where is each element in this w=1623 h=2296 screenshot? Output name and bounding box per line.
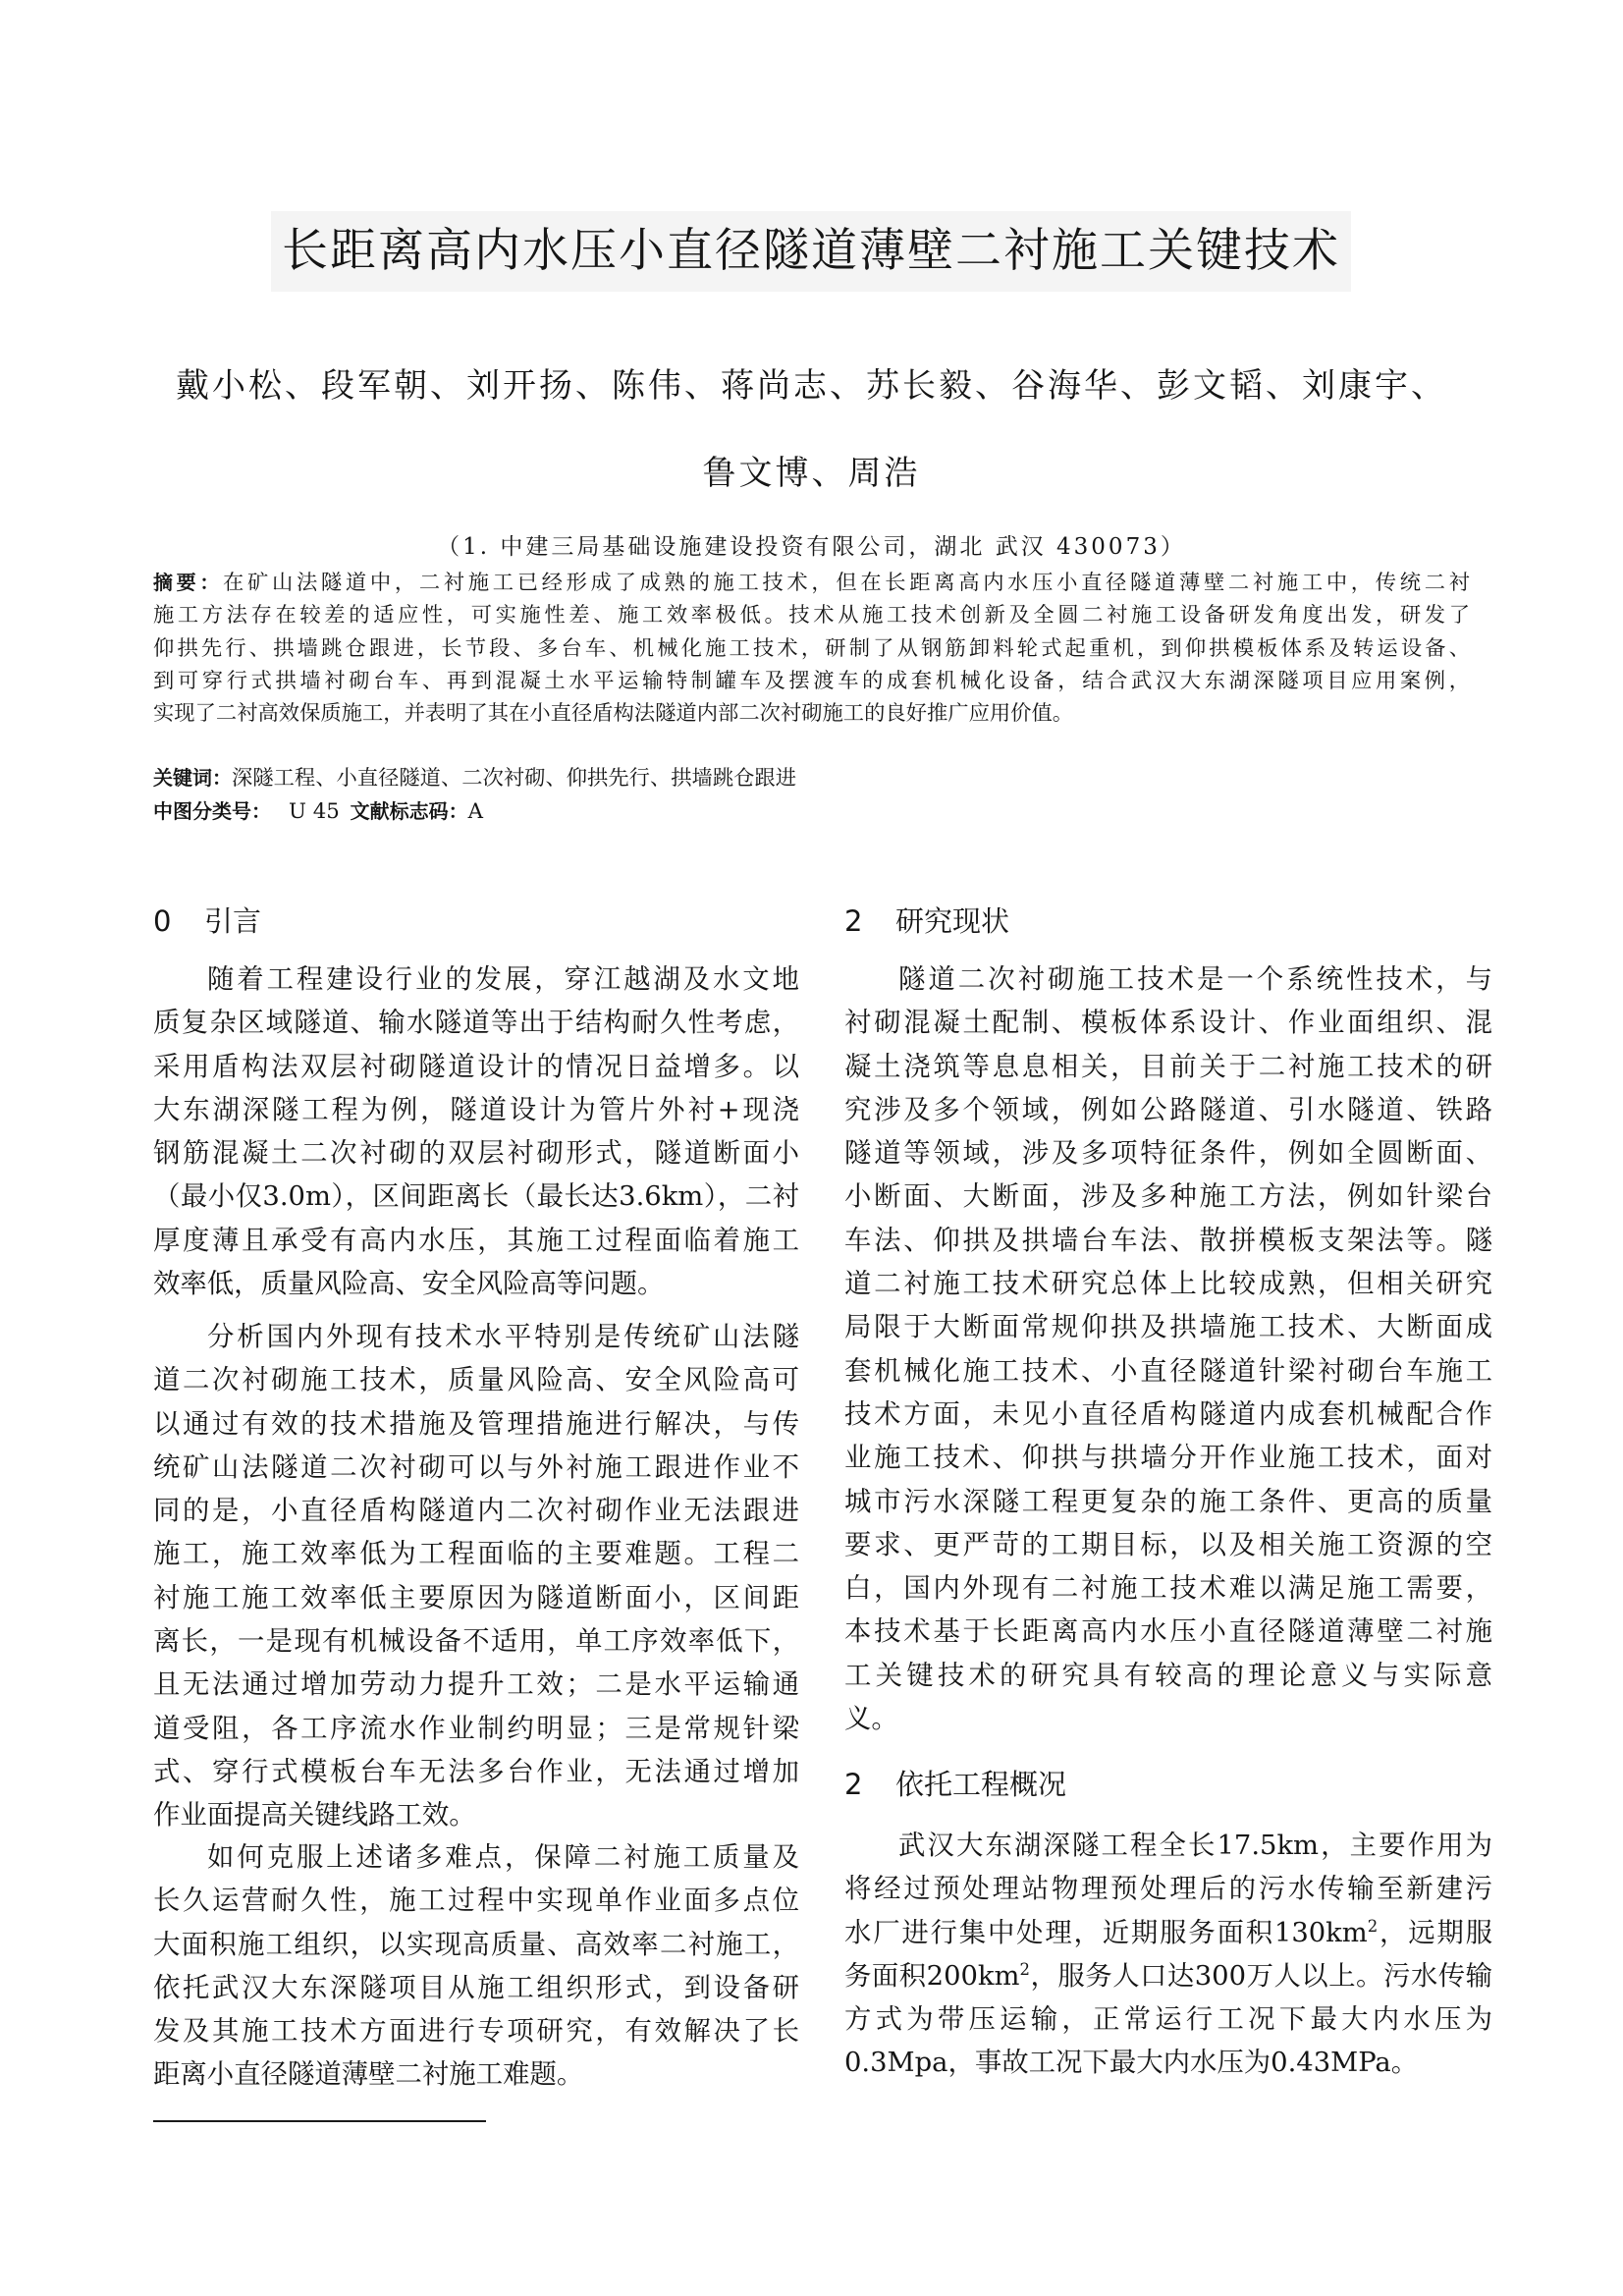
text-line: 务面积$200km^2$，服务人口达300万人以上。污水传输 xyxy=(844,1959,1492,1992)
text-line: 大面积施工组织，以实现高质量、高效率二衬施工， xyxy=(153,1929,799,1960)
text-line: 离长，一是现有机械设备不适用，单工序效率低下， xyxy=(153,1626,799,1658)
text-line: 采用盾构法双层衬砌隧道设计的情况日益增多。以 xyxy=(153,1051,799,1082)
text-line: 武汉大东湖深隧工程全长17.5km，主要作用为 xyxy=(898,1831,1492,1861)
footnote-rule xyxy=(153,2120,486,2122)
text-line: 如何克服上述诸多难点，保障二衬施工质量及 xyxy=(207,1842,799,1873)
text-line: 套机械化施工技术、小直径隧道针梁衬砌台车施工 xyxy=(844,1355,1492,1387)
section-title: 研究现状 xyxy=(895,904,1010,938)
text-line: 依托武汉大东深隧项目从施工组织形式，到设备研 xyxy=(153,1972,799,2003)
text-line: 大东湖深隧工程为例，隧道设计为管片外衬+现浇 xyxy=(153,1094,799,1125)
text-line: 施工，施工效率低为工程面临的主要难题。工程二 xyxy=(153,1539,799,1570)
text-line: 道受阻，各工序流水作业制约明显；三是常规针梁 xyxy=(153,1713,799,1744)
intro-paragraph-3 xyxy=(153,1836,799,2098)
text-line: 小断面、大断面，涉及多种施工方法，例如针梁台 xyxy=(844,1181,1492,1213)
abstract-line-4: 到可穿行式拱墙衬砌台车、再到混凝土水平运输特制罐车及摆渡车的成套机械化设备，结合武汉大东湖深隧项目应用案例， xyxy=(153,668,1470,693)
text-line: 白，国内外现有二衬施工技术难以满足施工需要， xyxy=(844,1573,1492,1605)
keywords xyxy=(153,762,1470,794)
classification-code: U 45 xyxy=(289,799,340,824)
text-line: 城市污水深隧工程更复杂的施工条件、更高的质量 xyxy=(844,1486,1492,1517)
text-line: 长久运营耐久性，施工过程中实现单作业面多点位 xyxy=(153,1886,799,1917)
intro-paragraph-1 xyxy=(153,958,799,1306)
text-line: 隧道二次衬砌施工技术是一个系统性技术，与 xyxy=(898,964,1492,995)
doc-code-label: 文献标志码： xyxy=(350,799,468,823)
project-overview-paragraph xyxy=(844,1825,1492,2086)
text-line: 道二次衬砌施工技术，质量风险高、安全风险高可 xyxy=(153,1365,799,1396)
text-line: 且无法通过增加劳动力提升工效；二是水平运输通 xyxy=(153,1669,799,1701)
text-line: 随着工程建设行业的发展，穿江越湖及水文地 xyxy=(207,964,799,995)
authors-line-2: 鲁文博、周浩 xyxy=(702,454,921,493)
doc-code: A xyxy=(467,799,483,824)
text-line: 发及其施工技术方面进行专项研究，有效解决了长 xyxy=(153,2016,799,2048)
text-line: 质复杂区域隧道、输水隧道等出于结构耐久性考虑， xyxy=(153,1008,799,1039)
text-line: 式、穿行式模板台车无法多台作业，无法通过增加 xyxy=(153,1756,799,1787)
section-number: 2 xyxy=(844,1768,863,1801)
abstract xyxy=(153,567,1470,730)
text-line: 0.3Mpa，事故工况下最大内水压为0.43MPa。 xyxy=(844,2048,1419,2079)
text-line: 分析国内外现有技术水平特别是传统矿山法隧 xyxy=(207,1322,799,1352)
classification xyxy=(153,795,1470,828)
text-line: 厚度薄且承受有高内水压，其施工过程面临着施工 xyxy=(153,1225,799,1256)
text-line: 距离小直径隧道薄壁二衬施工难题。 xyxy=(153,2059,584,2091)
text-line: 工关键技术的研究具有较高的理论意义与实际意 xyxy=(844,1660,1492,1691)
intro-paragraph-2 xyxy=(153,1316,799,1838)
classification-label: 中图分类号： xyxy=(153,799,271,823)
keywords-text: 深隧工程、小直径隧道、二次衬砌、仰拱先行、拱墙跳仓跟进 xyxy=(232,766,797,791)
text-line: 究涉及多个领域，例如公路隧道、引水隧道、铁路 xyxy=(844,1094,1492,1125)
text-line: 车法、仰拱及拱墙台车法、散拼模板支架法等。隧 xyxy=(844,1225,1492,1256)
text-line: 凝土浇筑等息息相关，目前关于二衬施工技术的研 xyxy=(844,1051,1492,1082)
text-line: 以通过有效的技术措施及管理措施进行解决，与传 xyxy=(153,1408,799,1440)
text-line: 局限于大断面常规仰拱及拱墙施工技术、大断面成 xyxy=(844,1312,1492,1343)
abstract-line-1: 摘要：在矿山法隧道中，二衬施工已经形成了成熟的施工技术，但在长距离高内水压小直径隧道薄壁二衬施工中，传统二衬 xyxy=(153,571,1470,595)
text-line: 衬施工施工效率低主要原因为隧道断面小，区间距 xyxy=(153,1582,799,1613)
superscript: 2 xyxy=(1019,1959,1030,1979)
section-title: 引言 xyxy=(204,904,262,938)
section-title: 依托工程概况 xyxy=(895,1768,1067,1801)
paper-title: 长距离高内水压小直径隧道薄壁二衬施工关键技术 xyxy=(282,224,1340,278)
text-line: 道二衬施工技术研究总体上比较成熟，但相关研究 xyxy=(844,1269,1492,1300)
text-line: 水厂进行集中处理，近期服务面积$130km^2$，远期服 xyxy=(844,1916,1492,1948)
text-line: 同的是，小直径盾构隧道内二次衬砌作业无法跟进 xyxy=(153,1496,799,1527)
text-line: 作业面提高关键线路工效。 xyxy=(153,1800,476,1831)
authors-line-1: 戴小松、段军朝、刘开扬、陈伟、蒋尚志、苏长毅、谷海华、彭文韬、刘康宇、 xyxy=(176,366,1447,406)
section-heading-research-status xyxy=(844,902,1009,941)
text-line: 义。 xyxy=(844,1704,898,1735)
text-line: 技术方面，未见小直径盾构隧道内成套机械配合作 xyxy=(844,1398,1492,1430)
keywords-label: 关键词： xyxy=(153,766,232,790)
abstract-label: 摘要： xyxy=(153,571,224,594)
text-line: 将经过预处理站物理预处理后的污水传输至新建污 xyxy=(844,1874,1492,1905)
text-line: 业施工技术、仰拱与拱墙分开作业施工技术，面对 xyxy=(844,1443,1492,1474)
text-line: 效率低，质量风险高、安全风险高等问题。 xyxy=(153,1269,665,1300)
text-line: 钢筋混凝土二次衬砌的双层衬砌形式，隧道断面小 xyxy=(153,1138,799,1170)
section-heading-project-overview xyxy=(844,1765,1066,1804)
abstract-line-5: 实现了二衬高效保质施工，并表明了其在小直径盾构法隧道内部二次衬砌施工的良好推广应用价值。 xyxy=(153,701,1074,727)
text-line: 统矿山法隧道二次衬砌可以与外衬施工跟进作业不 xyxy=(153,1451,799,1483)
superscript: 2 xyxy=(1367,1916,1379,1936)
section-heading-intro xyxy=(153,902,261,941)
text-line: 方式为带压运输，正常运行工况下最大内水压为 xyxy=(844,2004,1492,2036)
section-number: 2 xyxy=(844,904,863,938)
abstract-line-3: 仰拱先行、拱墙跳仓跟进，长节段、多台车、机械化施工技术，研制了从钢筋卸料轮式起重机，到仰拱模板体系及转运设备、 xyxy=(153,635,1470,661)
text-line: 要求、更严苛的工期目标，以及相关施工资源的空 xyxy=(844,1529,1492,1560)
abstract-line-2: 施工方法存在较差的适应性，可实施性差、施工效率极低。技术从施工技术创新及全圆二衬施工设备研发角度出发，研发了 xyxy=(153,603,1470,629)
section-number: 0 xyxy=(153,904,172,938)
research-status-paragraph xyxy=(844,958,1492,1741)
text-line: （最小仅3.0m），区间距离长（最长达3.6km），二衬 xyxy=(153,1181,799,1213)
text-line: 本技术基于长距离高内水压小直径隧道薄壁二衬施 xyxy=(844,1616,1492,1648)
text-line: 衬砌混凝土配制、模板体系设计、作业面组织、混 xyxy=(844,1008,1492,1039)
text-line: 隧道等领域，涉及多项特征条件，例如全圆断面、 xyxy=(844,1138,1492,1170)
affiliation: （1. 中建三局基础设施建设投资有限公司，湖北 武汉 430073） xyxy=(437,534,1186,560)
